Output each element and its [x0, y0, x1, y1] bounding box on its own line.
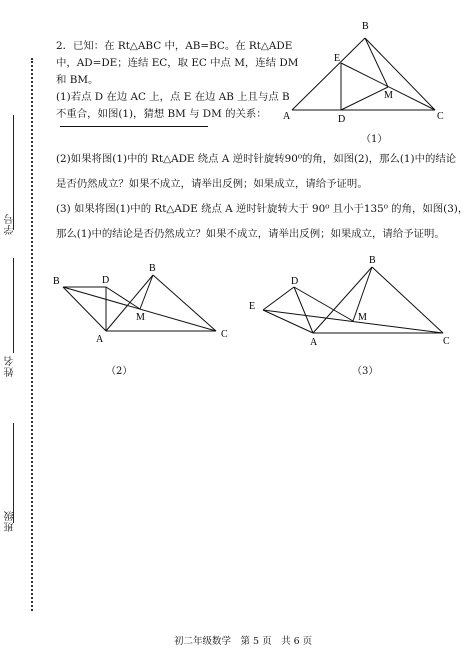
figure-3-caption: （3） [352, 366, 379, 377]
fig3-label-c: C [443, 336, 450, 347]
fig1-label-m: M [384, 90, 393, 101]
fig2-label-d: D [102, 275, 110, 286]
name-line [13, 258, 14, 353]
figure-1-caption: （1） [361, 134, 388, 145]
problem-intro-line3: 和 BM。 [56, 74, 99, 86]
figure-2 [48, 255, 238, 355]
class-line [13, 423, 14, 523]
part2-line2: 是否仍然成立？如果不成立，请举出反例；如果成立，请给予证明。 [56, 178, 368, 190]
student-id-label: 学号 [5, 213, 16, 235]
fig1-label-e: E [334, 53, 341, 64]
fig2-label-c: C [221, 329, 228, 340]
problem-intro-line1: 2．已知：在 Rt△ABC 中，AB=BC。在 Rt△ADE [56, 40, 293, 52]
class-label: 班级 [5, 510, 16, 532]
fig2-label-m: M [136, 312, 145, 323]
part1-line2: 不重合，如图(1)，猜想 BM 与 DM 的关系： [56, 108, 267, 120]
fig3-label-b: B [369, 255, 376, 266]
fig1-label-b: B [362, 21, 369, 32]
fig1-label-a: A [283, 111, 291, 122]
page-footer: 初二年级数学 第 5 页 共 6 页 [174, 636, 313, 647]
fig1-label-c: C [437, 111, 444, 122]
part3-line2: 那么(1)中的结论是否仍然成立？如果不成立，请举出反例；如果成立，请给予证明。 [56, 228, 445, 240]
figure-2-caption: （2） [106, 366, 133, 377]
fig2-label-a: A [96, 334, 104, 345]
fig3-label-a: A [310, 337, 318, 348]
fig3-label-d: D [291, 276, 299, 287]
fig2-label-b-left: B [53, 276, 60, 287]
part2-line1: (2)如果将图(1)中的 Rt△ADE 绕点 A 逆时针旋转90⁰的角，如图(2)，那么(1)中的结论 [56, 153, 457, 165]
figure-3 [245, 250, 460, 355]
part3-line1: (3) 如果将图(1)中的 Rt△ADE 绕点 A 逆时针旋转大于 90⁰ 且小于135⁰ 的角，如图(3)， [56, 203, 468, 215]
fig3-label-m: M [358, 312, 367, 323]
name-label: 姓名 [5, 355, 16, 377]
part1-line1: (1)若点 D 在边 AC 上，点 E 在边 AB 上且与点 B [56, 91, 290, 103]
figure-1 [280, 15, 455, 130]
fig3-label-e: E [249, 301, 256, 312]
problem-intro-line2: 中，AD=DE；连结 EC，取 EC 中点 M，连结 DM [56, 57, 299, 69]
answer-blank-line[interactable] [60, 126, 208, 127]
fig1-label-d: D [338, 114, 346, 125]
fig2-label-b-right: B [149, 263, 156, 274]
binding-dotted-line [31, 58, 33, 611]
